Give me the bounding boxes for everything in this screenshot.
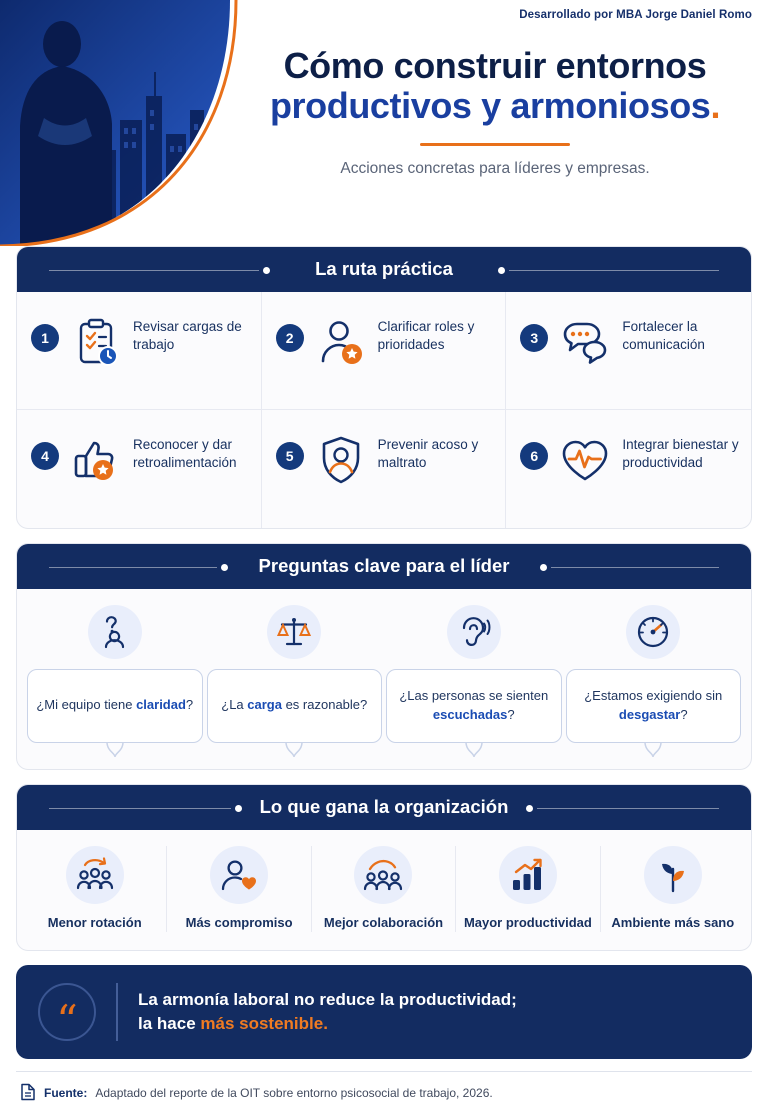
benefit-label: Ambiente más sano [611, 915, 735, 930]
step-label: Prevenir acoso y maltrato [377, 437, 479, 471]
question-text: ¿La carga es razonable? [221, 697, 368, 713]
quote-text [138, 988, 517, 1036]
benefit-item [601, 846, 745, 932]
step-label: Integrar bienestar y productividad [622, 437, 739, 471]
bubble-tail [106, 742, 124, 758]
question-text: ¿Las personas se sienten escuchadas? [399, 688, 549, 722]
step-label: Revisar cargas de trabajo [133, 319, 242, 353]
steps-panel-heading [17, 247, 751, 292]
quote-banner [16, 965, 752, 1059]
question-bubble [207, 669, 383, 743]
quote-line-2: la hace más sostenible. [138, 1013, 328, 1033]
step-label: Clarificar roles y prioridades [377, 319, 475, 353]
group-arrow-down-icon [66, 846, 124, 904]
step-number: 2 [276, 324, 304, 352]
step-item [262, 292, 507, 410]
step-label: Fortalecer la comunicación [622, 319, 705, 353]
step-number: 1 [31, 324, 59, 352]
header [0, 0, 768, 246]
benefits-grid [17, 830, 751, 950]
question-item [566, 605, 742, 743]
steps-panel [16, 246, 752, 529]
step-number: 5 [276, 442, 304, 470]
step-label: Reconocer y dar retroalimentación [133, 437, 237, 471]
question-item [386, 605, 562, 743]
question-text: ¿Estamos exigiendo sin desgastar? [584, 688, 723, 722]
benefit-label: Mayor productividad [463, 915, 592, 930]
questions-grid [17, 589, 751, 769]
ear-listen-icon [447, 605, 501, 659]
quote-line-1: La armonía laboral no reduce la productividad; [138, 989, 517, 1009]
question-text: ¿Mi equipo tiene claridad? [36, 697, 194, 713]
heart-pulse-icon [557, 432, 613, 488]
benefits-panel-heading [17, 785, 751, 830]
person-heart-icon [210, 846, 268, 904]
document-icon [20, 1083, 36, 1104]
source-footer [16, 1071, 752, 1104]
steps-heading-text: La ruta práctica [315, 258, 453, 279]
shield-person-icon [313, 432, 369, 488]
steps-grid [17, 292, 751, 528]
thumbs-up-star-icon [68, 432, 124, 488]
bubble-tail [285, 742, 303, 758]
benefit-item [23, 846, 167, 932]
step-number: 4 [31, 442, 59, 470]
step-item [17, 410, 262, 528]
page-title-line1: Cómo construir entornos [283, 45, 707, 86]
step-number: 3 [520, 324, 548, 352]
person-star-icon [313, 314, 369, 370]
quote-mark-icon: “ [38, 983, 96, 1041]
step-item [17, 292, 262, 410]
plant-leaf-icon [644, 846, 702, 904]
gauge-icon [626, 605, 680, 659]
source-text: Adaptado del reporte de la OIT sobre entorno psicosocial de trabajo, 2026. [95, 1086, 493, 1101]
bubble-tail [465, 742, 483, 758]
question-bubble [27, 669, 203, 743]
question-item [207, 605, 383, 743]
title-period: . [710, 85, 721, 127]
source-label: Fuente: [44, 1086, 88, 1101]
title-block [240, 46, 750, 178]
clipboard-clock-icon [68, 314, 124, 370]
quote-divider [116, 983, 118, 1041]
benefits-heading-text: Lo que gana la organización [259, 796, 509, 817]
scales-icon [267, 605, 321, 659]
benefit-item [456, 846, 600, 932]
benefit-item [167, 846, 311, 932]
benefit-item [312, 846, 456, 932]
question-bubble [386, 669, 562, 743]
page-title-line2 [240, 86, 750, 126]
benefits-panel [16, 784, 752, 951]
benefit-label: Más compromiso [185, 915, 293, 930]
page-subtitle: Acciones concretas para líderes y empresas. [340, 159, 650, 177]
person-question-icon [88, 605, 142, 659]
title-divider [420, 143, 570, 146]
questions-panel [16, 543, 752, 770]
step-number: 6 [520, 442, 548, 470]
questions-heading-text: Preguntas clave para el líder [258, 555, 510, 576]
step-item [262, 410, 507, 528]
group-arc-icon [354, 846, 412, 904]
benefit-label: Mejor colaboración [323, 915, 444, 930]
step-item [506, 292, 751, 410]
benefit-label: Menor rotación [47, 915, 142, 930]
question-item [27, 605, 203, 743]
page-title-line2-text: productivos y armoniosos [269, 85, 711, 127]
question-bubble [566, 669, 742, 743]
speech-bubbles-icon [557, 314, 613, 370]
bubble-tail [644, 742, 662, 758]
credit-line: Desarrollado por MBA Jorge Daniel Romo [519, 9, 752, 21]
step-item [506, 410, 751, 528]
bar-chart-arrow-icon [499, 846, 557, 904]
questions-panel-heading [17, 544, 751, 589]
